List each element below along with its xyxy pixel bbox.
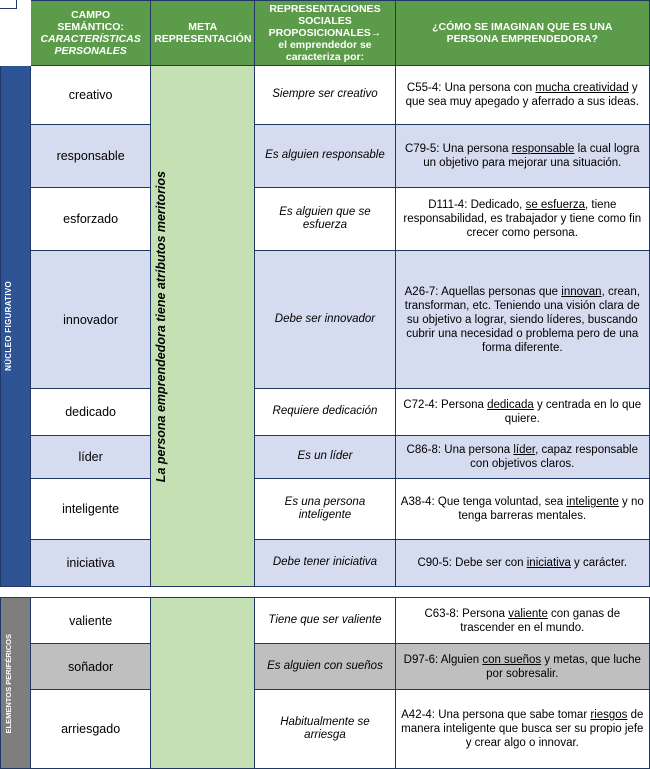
header-corner [1, 1, 31, 66]
separator-cell [151, 587, 255, 598]
campo-esforzado: esforzado [31, 188, 151, 251]
representacion-arriesgado: Habitualmente se arriesga [255, 690, 395, 769]
imaginario-lider [395, 436, 649, 479]
imaginario-sonador-post: y metas, que luche por sobresalir. [486, 653, 641, 680]
imaginario-dedicado-underline: dedicada [487, 399, 534, 412]
campo-valiente: valiente [31, 598, 151, 644]
table-row [1, 125, 650, 188]
imaginario-responsable [395, 125, 649, 188]
section-separator [1, 587, 650, 598]
imaginario-valiente-pre: C63-8: Persona [424, 607, 509, 620]
header-rs-line5: caracteriza por: [285, 51, 365, 64]
meta-representacion-cell [151, 66, 255, 587]
header-imaginario [395, 1, 649, 66]
imaginario-valiente-post: con ganas de trascender en el mundo. [460, 607, 621, 634]
imaginario-sonador [395, 644, 649, 690]
imaginario-dedicado-pre: C72-4: Persona [403, 399, 488, 412]
separator-cell [1, 587, 31, 598]
imaginario-arriesgado [395, 690, 649, 769]
table-row [1, 598, 650, 644]
header-campo-line3: CARACTERÍSTICAS [40, 33, 141, 46]
table-row [1, 479, 650, 540]
header-imaginario-line2: PERSONA EMPRENDEDORA? [446, 33, 598, 46]
table-row [1, 251, 650, 389]
imaginario-inteligente [395, 479, 649, 540]
representacion-valiente: Tiene que ser valiente [255, 598, 395, 644]
side-label-perifericos-text: ELEMENTOS PERIFÉRICOS [4, 633, 13, 734]
header-rs-line1: REPRESENTACIONES [269, 3, 381, 15]
table-row [1, 436, 650, 479]
header-representaciones-sociales [255, 1, 395, 66]
imaginario-iniciativa [395, 540, 649, 587]
table-row [1, 389, 650, 436]
campo-inteligente: inteligente [31, 479, 151, 540]
imaginario-valiente-underline: valiente [508, 607, 548, 620]
header-campo-line1: CAMPO [71, 9, 111, 22]
imaginario-inteligente-pre: A38-4: Que tenga voluntad, sea [400, 496, 567, 509]
imaginario-arriesgado-post: de manera inteligente que busca ser su propio jefe y crear algo o innovar. [401, 709, 644, 750]
imaginario-sonador-pre: D97-6: Alguien [403, 653, 483, 666]
imaginario-innovador [395, 251, 649, 389]
imaginario-lider-pre: C86-8: Una persona [406, 444, 514, 457]
campo-dedicado: dedicado [31, 389, 151, 436]
representacion-responsable: Es alguien responsable [255, 125, 395, 188]
imaginario-valiente [395, 598, 649, 644]
imaginario-arriesgado-pre: A42-4: Una persona que sabe tomar [401, 709, 591, 722]
header-imaginario-line1: ¿CÓMO SE IMAGINAN QUE ES UNA [432, 21, 613, 34]
imaginario-dedicado [395, 389, 649, 436]
imaginario-inteligente-post: y no tenga barreras mentales. [458, 496, 644, 523]
meta-representacion-perifericos-text [154, 682, 168, 685]
imaginario-esforzado-underline: se esfuerza [525, 199, 586, 212]
imaginario-iniciativa-underline: iniciativa [526, 557, 571, 570]
imaginario-creativo-pre: C55-4: Una persona con [406, 82, 536, 95]
campo-sonador: soñador [31, 644, 151, 690]
representacion-dedicado: Requiere dedicación [255, 389, 395, 436]
header-meta-line1: META [188, 21, 218, 34]
representacion-inteligente: Es una persona inteligente [255, 479, 395, 540]
corner-notch [0, 0, 17, 9]
imaginario-lider-post: , capaz responsable con objetivos claros. [470, 444, 638, 471]
header-meta-line2: REPRESENTACIÓN [154, 33, 252, 46]
table-row [1, 188, 650, 251]
table-row [1, 66, 650, 125]
imaginario-iniciativa-pre: C90-5: Debe ser con [417, 557, 527, 570]
imaginario-inteligente-underline: inteligente [566, 496, 619, 509]
imaginario-creativo [395, 66, 649, 125]
imaginario-esforzado-post: , tiene responsabilidad, es trabajador y tiene como fin crecer como persona. [403, 199, 642, 240]
campo-creativo: creativo [31, 66, 151, 125]
imaginario-arriesgado-underline: riesgos [590, 709, 628, 722]
table-row [1, 540, 650, 587]
imaginario-responsable-pre: C79-5: Una persona [404, 143, 512, 156]
header-campo-semantico [31, 1, 151, 66]
separator-cell [31, 587, 151, 598]
header-rs-line3: PROPOSICIONALES→ [268, 27, 382, 40]
campo-responsable: responsable [31, 125, 151, 188]
imaginario-dedicado-post: y centrada en lo que quiere. [504, 399, 642, 426]
imaginario-esforzado [395, 188, 649, 251]
representacion-esforzado: Es alguien que se esfuerza [255, 188, 395, 251]
representacion-iniciativa: Debe tener iniciativa [255, 540, 395, 587]
campo-arriesgado: arriesgado [31, 690, 151, 769]
imaginario-sonador-underline: con sueños [482, 653, 542, 666]
header-campo-line2: SEMÁNTICO: [57, 21, 124, 34]
imaginario-esforzado-pre: D111-4: Dedicado, [428, 199, 526, 212]
campo-lider: líder [31, 436, 151, 479]
imaginario-innovador-underline: innovan [561, 285, 602, 298]
imaginario-creativo-post: y que sea muy apegado y aferrado a sus ideas. [405, 82, 639, 109]
imaginario-responsable-post: la cual logra un objetivo para mejorar una situación. [423, 143, 640, 170]
representacion-innovador: Debe ser innovador [255, 251, 395, 389]
representacion-sonador: Es alguien con sueños [255, 644, 395, 690]
table-row [1, 690, 650, 769]
representacion-creativo: Siempre ser creativo [255, 66, 395, 125]
side-label-elementos-perifericos [1, 598, 31, 769]
campo-iniciativa: iniciativa [31, 540, 151, 587]
meta-representacion-cell-perifericos [151, 598, 255, 769]
table-row [1, 644, 650, 690]
table-header-row [1, 1, 650, 66]
header-rs-line2: SOCIALES [298, 15, 352, 28]
side-label-nucleo-text: NÚCLEO FIGURATIVO [4, 281, 13, 372]
imaginario-creativo-underline: mucha creatividad [535, 82, 629, 95]
side-label-nucleo-figurativo [1, 66, 31, 587]
imaginario-lider-underline: líder [513, 444, 536, 457]
imaginario-responsable-underline: responsable [511, 143, 575, 156]
campo-innovador: innovador [31, 251, 151, 389]
imaginario-innovador-post: , crean, transforman, etc. Teniendo una visión clara de su objetivo a lograr, siendo líderes, buscando cubrir una necesidad o problema pero de una forma diferente. [404, 285, 640, 354]
imaginario-innovador-pre: A26-7: Aquellas personas que [404, 285, 562, 298]
header-campo-line4: PERSONALES [54, 45, 127, 58]
meta-representacion-text: La persona emprendedora tiene atributos meritorios [154, 170, 169, 482]
header-meta-representacion [151, 1, 255, 66]
representacion-lider: Es un líder [255, 436, 395, 479]
header-rs-line4: el emprendedor se [278, 39, 372, 52]
imaginario-iniciativa-post: y carácter. [570, 557, 628, 570]
separator-cell [255, 587, 395, 598]
separator-cell [395, 587, 649, 598]
